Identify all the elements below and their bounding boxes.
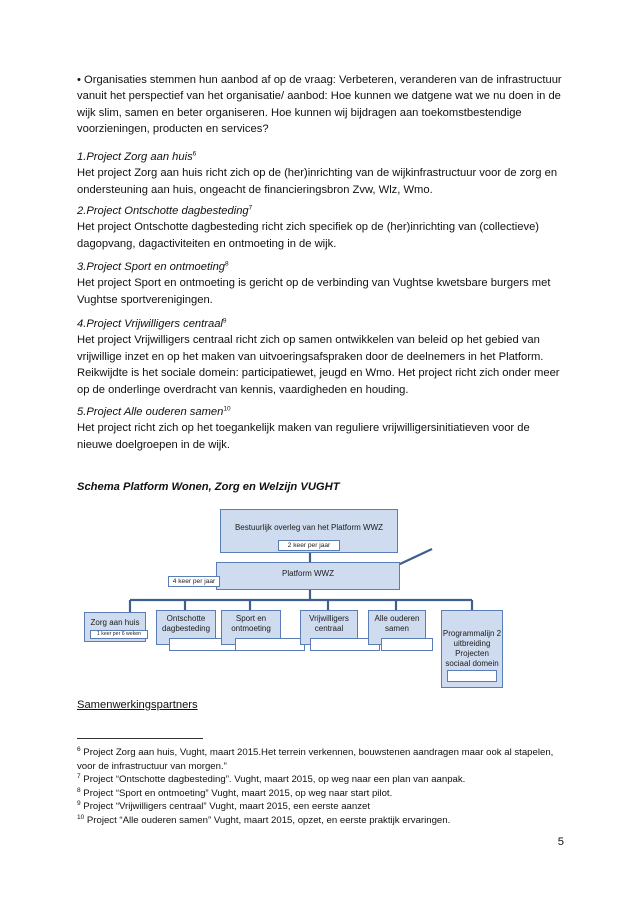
- footnote-text: Project “Sport en ontmoeting” Vught, maart 2015, op weg naar start pilot.: [83, 787, 393, 799]
- footnote-ref: 7: [248, 204, 253, 212]
- page-number: 5: [557, 836, 564, 848]
- child-label: Zorg aan huis: [90, 618, 140, 627]
- intro-text: • Organisaties stemmen hun aanbod af op de vraag: Verbeteren, veranderen van de infrastructuur vanuit het perspectief van het organisatie/ aanbod: Hoe kunnen we datgene wat we nu doen in de wijk slim, samen en beter organiseren. Hoe kunnen wij bijdragen aan toekomstbestendige voorzieningen, producten en services?: [77, 74, 562, 136]
- project-body: Het project Zorg aan huis richt zich op de (her)inrichting van de wijkinfrastructuur voor de zorg en ondersteuning aan huis, ongeacht de financieringsbron Zvw, Wlz, Wmo.: [77, 167, 558, 196]
- footnote-number: 8: [77, 786, 81, 794]
- child-empty-field: [447, 670, 497, 682]
- schema-title: Schema Platform Wonen, Zorg en Welzijn VUGHT: [77, 481, 340, 493]
- footnotes: [77, 746, 567, 828]
- project-title: 5.Project Alle ouderen samen: [77, 406, 224, 418]
- footnote: [77, 787, 567, 801]
- footnote-number: 10: [77, 813, 85, 821]
- platform-frequency-tag: 4 keer per jaar: [168, 576, 220, 587]
- footnote: [77, 773, 567, 787]
- project-body: Het project Vrijwilligers centraal richt zich op samen ontwikkelen van beleid op het gebied van vrijwillige inzet en op het maken van uitvoeringsafspraken door de deelnemers in het Platform. Reikwijdte is het sociale domein: participatiewet, jeugd en Wmo. Het project richt zich onder meer op de onderlinge overdracht van kennis, vaardigheden en houding.: [77, 334, 560, 396]
- footnote-text: Project “Vrijwilligers centraal” Vught, maart 2015, een eerste aanzet: [83, 801, 371, 813]
- footnote-number: 6: [77, 745, 81, 753]
- project-title: 3.Project Sport en ontmoeting: [77, 261, 226, 273]
- child-frequency-tag: 1 keer per 6 weken: [90, 630, 148, 639]
- child-empty-field: [381, 638, 433, 651]
- top-frequency-tag: 2 keer per jaar: [278, 540, 340, 551]
- footnote: [77, 746, 567, 773]
- child-empty-field: [235, 638, 305, 651]
- footnote-ref: 6: [192, 150, 197, 158]
- project-title: 2.Project Ontschotte dagbesteding: [77, 205, 249, 217]
- partners-heading: Samenwerkingspartners: [77, 699, 198, 711]
- footnote-number: 9: [77, 800, 81, 808]
- child-label: Vrijwilligers centraal: [309, 614, 349, 633]
- footnote-number: 7: [77, 773, 81, 780]
- footnote-text: Project Zorg aan huis, Vught, maart 2015.Het terrein verkennen, bouwstenen aandragen maar ook al stapelen, voor de infrastructuur van morgen.”: [77, 747, 554, 772]
- top-box-label: Bestuurlijk overleg van het Platform WWZ: [234, 523, 384, 532]
- footnote-text: Project “Alle ouderen samen” Vught, maart 2015, opzet, en eerste praktijk ervaringen.: [86, 814, 451, 826]
- platform-box-label: Platform WWZ: [282, 569, 334, 578]
- project-body: Het project Ontschotte dagbesteding richt zich specifiek op de (her)inrichting van (collectieve) dagopvang, dagactiviteiten en ontmoeting in de wijk.: [77, 221, 540, 250]
- footnote-text: Project “Ontschotte dagbesteding”. Vught, maart 2015, op weg naar een plan van aanpak.: [83, 774, 466, 786]
- footnote-ref: 9: [222, 317, 227, 325]
- footnote-ref: 8: [225, 260, 229, 268]
- footnote: [77, 800, 567, 814]
- footnote-ref: 10: [223, 405, 231, 413]
- platform-box: [216, 562, 400, 590]
- project-body: Het project richt zich op het toegankelijk maken van reguliere vrijwilligersinitiatieven voor de nieuwe doelgroepen in de wijk.: [77, 422, 530, 451]
- child-label: Alle ouderen samen: [374, 614, 420, 633]
- project-title: 4.Project Vrijwilligers centraal: [77, 318, 223, 330]
- footnote-separator: [77, 738, 203, 739]
- child-label: Sport en ontmoeting: [231, 614, 271, 633]
- child-label: Ontschotte dagbesteding: [161, 614, 211, 633]
- child-label: Programmalijn 2 uitbreiding Projecten sociaal domein: [442, 629, 502, 668]
- project-title: 1.Project Zorg aan huis: [77, 151, 193, 163]
- footnote: [77, 814, 567, 828]
- project-body: Het project Sport en ontmoeting is gericht op de verbinding van Vughtse kwetsbare burgers met Vughtse sportverenigingen.: [77, 277, 551, 306]
